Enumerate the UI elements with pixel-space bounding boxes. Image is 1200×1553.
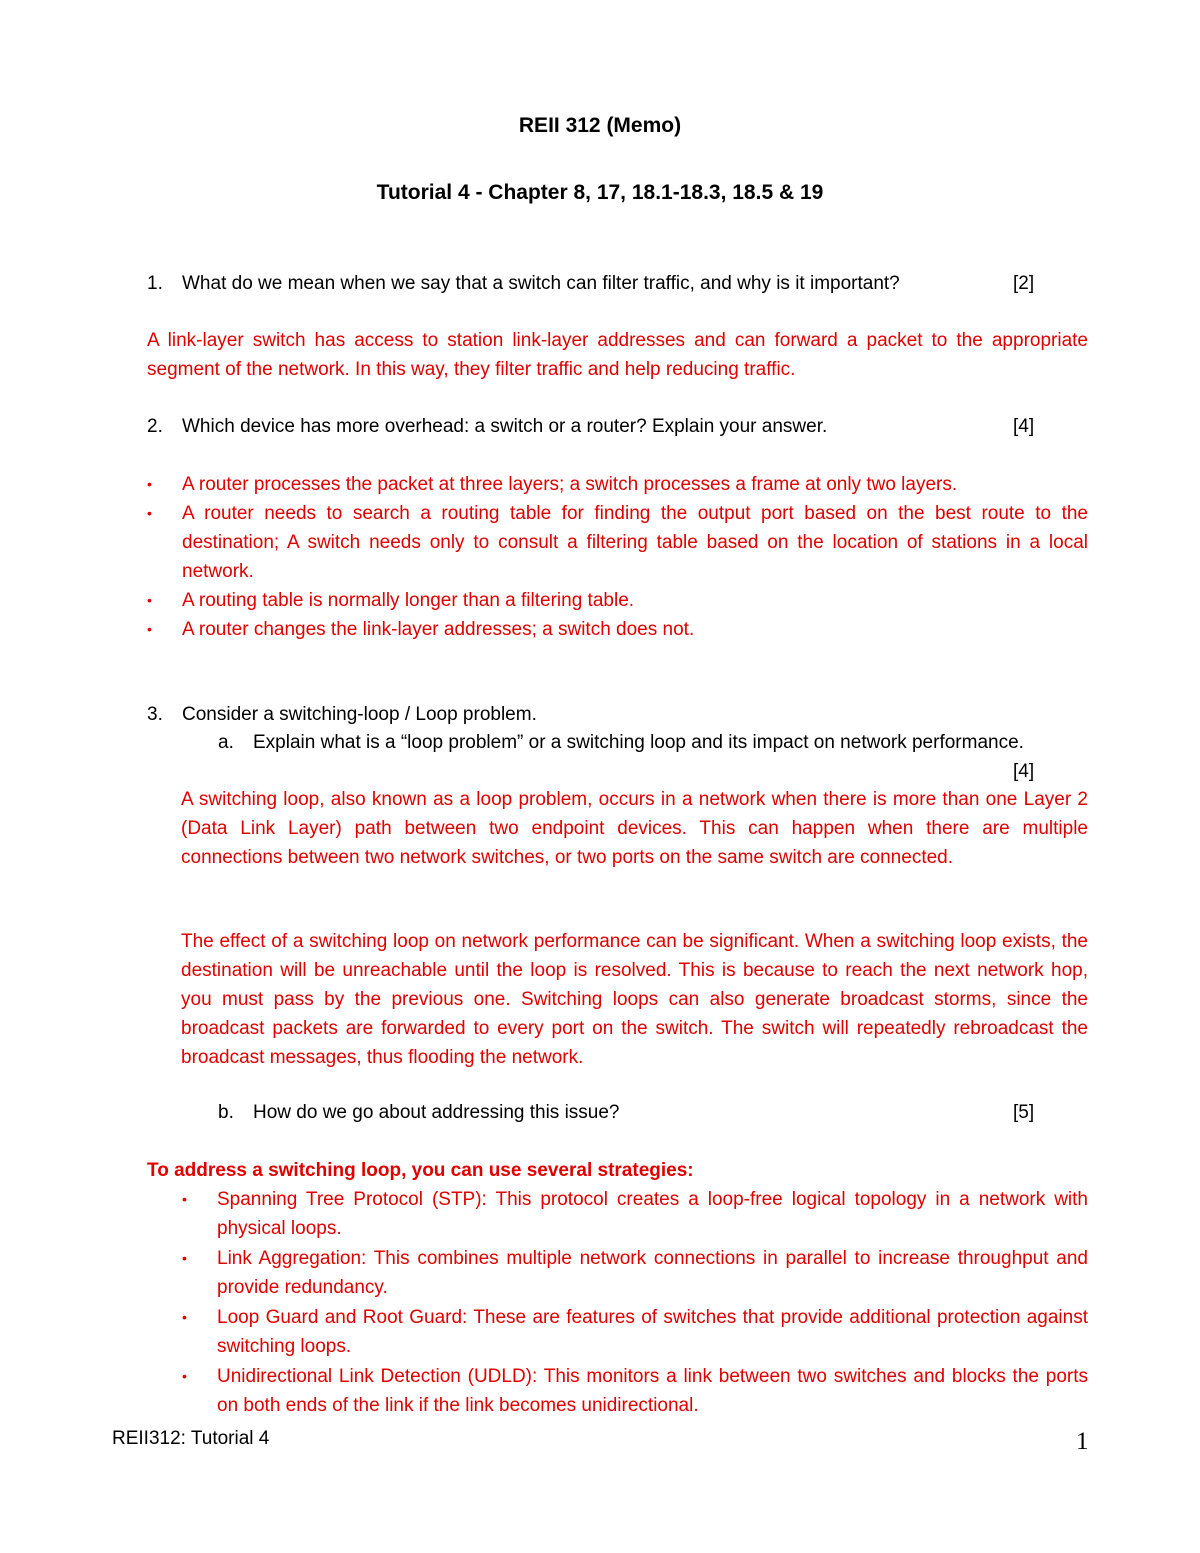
list-item: [182, 1185, 1088, 1243]
bullet-icon: •: [182, 1250, 187, 1266]
list-item-text: Link Aggregation: This combines multiple network connections in parallel to increase throughput and provide redundancy.: [217, 1248, 1088, 1298]
list-item-text: A router processes the packet at three layers; a switch processes a frame at only two layers.: [182, 474, 958, 495]
bullet-icon: •: [182, 1309, 187, 1325]
footer-label: REII312: Tutorial 4: [112, 1428, 270, 1449]
list-item: [147, 586, 1088, 615]
list-item-text: A router needs to search a routing table for finding the output port based on the best route to the destination; A switch needs only to consult a filtering table based on the location of stations in a local network.: [182, 503, 1088, 582]
question-2-number: 2.: [147, 416, 163, 437]
list-item-text: A routing table is normally longer than a filtering table.: [182, 590, 635, 611]
question-2-answer-list: [147, 470, 1088, 644]
list-item-text: A router changes the link-layer addresses; a switch does not.: [182, 619, 695, 640]
list-item: [147, 470, 1088, 499]
list-item: [147, 499, 1088, 586]
list-item: [182, 1244, 1088, 1302]
page-number: 1: [1076, 1428, 1089, 1455]
question-1-answer: A link-layer switch has access to station link-layer addresses and can forward a packet to the appropriate segment of the network. In this way, they filter traffic and help reducing traffic.: [147, 330, 1088, 380]
bullet-icon: •: [147, 621, 152, 637]
question-3b-answer-list: [182, 1185, 1088, 1420]
question-3a-marks: [4]: [1013, 761, 1035, 782]
question-3a-answer-paragraph-2: The effect of a switching loop on network performance can be significant. When a switching loop exists, the destination will be unreachable until the loop is resolved. This is because to reach the next network hop, you must pass by the previous one. Switching loops can also generate broadcast storms, since the broadcast packets are forwarded to every port on the switch. The switch will repeatedly rebroadcast the broadcast messages, thus flooding the network.: [181, 931, 1088, 1068]
question-3a-letter: a.: [218, 732, 234, 753]
question-3a-answer-paragraph-1: A switching loop, also known as a loop problem, occurs in a network when there is more than one Layer 2 (Data Link Layer) path between two endpoint devices. This can happen when there are multiple connections between two network switches, or two ports on the same switch are connected.: [181, 789, 1088, 868]
question-1-marks: [2]: [1013, 273, 1035, 294]
question-1-text: What do we mean when we say that a switch can filter traffic, and why is it important?: [182, 273, 900, 294]
bullet-icon: •: [182, 1368, 187, 1384]
question-2-text: Which device has more overhead: a switch or a router? Explain your answer.: [182, 416, 828, 437]
question-3-text: Consider a switching-loop / Loop problem.: [182, 704, 537, 725]
list-item: [182, 1362, 1088, 1420]
list-item-text: Spanning Tree Protocol (STP): This protocol creates a loop-free logical topology in a network with physical loops.: [217, 1189, 1088, 1239]
question-1-number: 1.: [147, 273, 163, 294]
question-3b-marks: [5]: [1013, 1102, 1035, 1123]
question-3-number: 3.: [147, 704, 163, 725]
list-item-text: Loop Guard and Root Guard: These are features of switches that provide additional protection against switching loops.: [217, 1307, 1088, 1357]
bullet-icon: •: [147, 505, 152, 521]
page-title: REII 312 (Memo): [518, 114, 682, 137]
question-3b-text: How do we go about addressing this issue?: [253, 1102, 620, 1123]
bullet-icon: •: [182, 1191, 187, 1207]
bullet-icon: •: [147, 592, 152, 608]
bullet-icon: •: [147, 476, 152, 492]
page-subtitle: Tutorial 4 - Chapter 8, 17, 18.1-18.3, 18.5 & 19: [376, 181, 824, 204]
list-item: [147, 615, 1088, 644]
question-2-marks: [4]: [1013, 416, 1035, 437]
list-item-text: Unidirectional Link Detection (UDLD): This monitors a link between two switches and blocks the ports on both ends of the link if the link becomes unidirectional.: [217, 1366, 1088, 1416]
question-3a-text: Explain what is a “loop problem” or a switching loop and its impact on network performance.: [253, 732, 1024, 753]
question-3b-answer-heading: To address a switching loop, you can use several strategies:: [147, 1160, 694, 1181]
list-item: [182, 1303, 1088, 1361]
question-3b-letter: b.: [218, 1102, 234, 1123]
